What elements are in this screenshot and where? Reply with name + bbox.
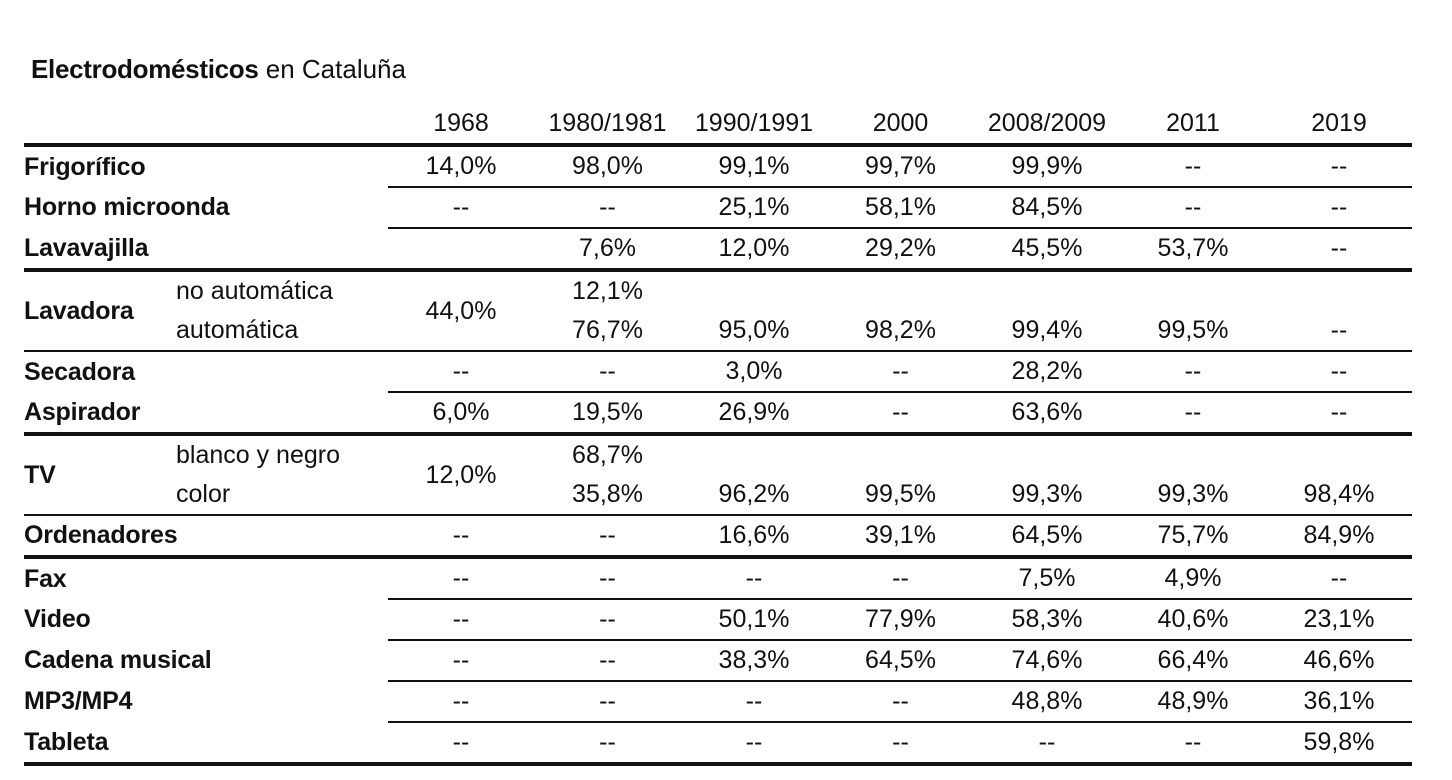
table-cell: 99,3% bbox=[974, 475, 1120, 515]
table-cell: 96,2% bbox=[681, 475, 827, 515]
table-cell: 98,2% bbox=[827, 311, 974, 351]
table-cell: -- bbox=[534, 557, 681, 599]
table-cell: 12,1% bbox=[572, 277, 643, 305]
row-label: Frigorífico bbox=[24, 152, 146, 181]
table-cell: 58,1% bbox=[827, 187, 974, 228]
table-cell: -- bbox=[827, 722, 974, 764]
table-cell: -- bbox=[534, 187, 681, 228]
table-cell: 12,0% bbox=[681, 228, 827, 270]
table-cell: 16,6% bbox=[681, 515, 827, 557]
table-cell: 59,8% bbox=[1266, 722, 1412, 764]
table-cell bbox=[681, 270, 827, 311]
table-cell bbox=[1120, 270, 1266, 311]
table-cell: 99,1% bbox=[681, 145, 827, 187]
table-cell: 4,9% bbox=[1120, 557, 1266, 599]
table-row bbox=[24, 270, 1412, 311]
table-cell: -- bbox=[388, 515, 534, 557]
table-cell: -- bbox=[827, 557, 974, 599]
table-cell: 64,5% bbox=[974, 515, 1120, 557]
table-cell: 66,4% bbox=[1120, 640, 1266, 681]
table-cell bbox=[1120, 434, 1266, 475]
table-row bbox=[24, 722, 1412, 764]
appliances-table bbox=[24, 104, 1412, 766]
table-cell: -- bbox=[681, 681, 827, 722]
table-row bbox=[24, 228, 1412, 270]
table-cell: 44,0% bbox=[388, 270, 534, 351]
table-cell: 99,5% bbox=[827, 475, 974, 515]
table-cell: 76,7% bbox=[534, 311, 681, 351]
table-cell: 48,8% bbox=[974, 681, 1120, 722]
table-cell: 77,9% bbox=[827, 599, 974, 640]
table-cell: -- bbox=[974, 722, 1120, 764]
table-cell: -- bbox=[1120, 187, 1266, 228]
row-label: Lavavajilla bbox=[24, 228, 388, 270]
row-label: Fax bbox=[24, 564, 67, 593]
table-cell: -- bbox=[681, 722, 827, 764]
table-cell: -- bbox=[388, 681, 534, 722]
table-cell: -- bbox=[388, 599, 534, 640]
table-cell: 84,9% bbox=[1266, 515, 1412, 557]
table-cell: 39,1% bbox=[827, 515, 974, 557]
header-year: 1968 bbox=[388, 104, 534, 145]
row-label: Secadora bbox=[24, 357, 135, 386]
table-cell: -- bbox=[827, 681, 974, 722]
table-cell: -- bbox=[827, 392, 974, 434]
row-label: TV bbox=[24, 434, 176, 515]
table-cell: 36,1% bbox=[1266, 681, 1412, 722]
table-cell: -- bbox=[681, 557, 827, 599]
table-cell bbox=[1266, 434, 1412, 475]
table-row bbox=[24, 599, 1412, 640]
row-sublabel: automática bbox=[176, 311, 388, 351]
table-cell: 63,6% bbox=[974, 392, 1120, 434]
header-blank bbox=[24, 104, 176, 145]
header-row bbox=[24, 104, 1412, 145]
table-cell: -- bbox=[1120, 145, 1266, 187]
table-cell bbox=[827, 270, 974, 311]
table-cell: 19,5% bbox=[534, 392, 681, 434]
header-year: 2000 bbox=[827, 104, 974, 145]
table-cell: -- bbox=[1120, 392, 1266, 434]
table-cell bbox=[974, 270, 1120, 311]
table-cell: -- bbox=[1266, 228, 1412, 270]
table-cell: 98,4% bbox=[1266, 475, 1412, 515]
table-cell: -- bbox=[534, 351, 681, 392]
table-row bbox=[24, 434, 1412, 475]
table-cell: 46,6% bbox=[1266, 640, 1412, 681]
table-cell: -- bbox=[534, 722, 681, 764]
table-cell: -- bbox=[388, 722, 534, 764]
header-year: 2019 bbox=[1266, 104, 1412, 145]
table-cell: 7,6% bbox=[534, 228, 681, 270]
table-cell: 75,7% bbox=[1120, 515, 1266, 557]
row-sublabel: no automática bbox=[176, 277, 334, 305]
table-cell: 98,0% bbox=[534, 145, 681, 187]
table-cell: 50,1% bbox=[681, 599, 827, 640]
row-sublabel: color bbox=[176, 475, 388, 515]
row-label: Lavadora bbox=[24, 270, 176, 351]
table-cell bbox=[681, 434, 827, 475]
table-cell bbox=[827, 434, 974, 475]
table-cell: 58,3% bbox=[974, 599, 1120, 640]
table-cell: -- bbox=[827, 351, 974, 392]
table-cell: -- bbox=[1266, 187, 1412, 228]
table-cell: 84,5% bbox=[974, 187, 1120, 228]
table-cell: 40,6% bbox=[1120, 599, 1266, 640]
table-cell: -- bbox=[1266, 351, 1412, 392]
table-row bbox=[24, 311, 1412, 351]
table-cell: 99,3% bbox=[1120, 475, 1266, 515]
table-cell: 74,6% bbox=[974, 640, 1120, 681]
table-cell: 35,8% bbox=[534, 475, 681, 515]
table-cell: -- bbox=[1266, 392, 1412, 434]
table-cell: -- bbox=[1266, 145, 1412, 187]
table-cell: 45,5% bbox=[974, 228, 1120, 270]
title-rest: en Cataluña bbox=[258, 54, 406, 84]
table-cell: 23,1% bbox=[1266, 599, 1412, 640]
row-label: Horno microonda bbox=[24, 193, 230, 221]
table-cell: 25,1% bbox=[681, 187, 827, 228]
table-cell: -- bbox=[388, 640, 534, 681]
row-label: Tableta bbox=[24, 722, 388, 764]
header-year: 1990/1991 bbox=[681, 104, 827, 145]
table-cell: -- bbox=[388, 557, 534, 599]
table-cell: -- bbox=[1266, 311, 1412, 351]
table-cell: 48,9% bbox=[1120, 681, 1266, 722]
row-label: MP3/MP4 bbox=[24, 687, 133, 715]
table-row bbox=[24, 515, 1412, 557]
row-sublabel: blanco y negro bbox=[176, 441, 341, 469]
header-year: 2008/2009 bbox=[974, 104, 1120, 145]
table-cell: -- bbox=[1266, 557, 1412, 599]
table-cell: -- bbox=[388, 351, 534, 392]
row-label: Cadena musical bbox=[24, 646, 212, 674]
row-label: Ordenadores bbox=[24, 515, 388, 557]
row-label: Video bbox=[24, 605, 91, 633]
table-row bbox=[24, 681, 1412, 722]
table-cell: -- bbox=[388, 187, 534, 228]
table-cell: 53,7% bbox=[1120, 228, 1266, 270]
table-cell: 14,0% bbox=[388, 145, 534, 187]
table-cell: -- bbox=[534, 515, 681, 557]
table-cell: 12,0% bbox=[388, 434, 534, 515]
table-cell: -- bbox=[1120, 722, 1266, 764]
table-row bbox=[24, 640, 1412, 681]
table-row bbox=[24, 145, 1412, 187]
header-blank bbox=[176, 104, 388, 145]
table-cell: 7,5% bbox=[974, 557, 1120, 599]
table-cell bbox=[1266, 270, 1412, 311]
table-cell: 64,5% bbox=[827, 640, 974, 681]
row-label: Aspirador bbox=[24, 392, 388, 434]
table-cell: 28,2% bbox=[974, 351, 1120, 392]
table-cell: 6,0% bbox=[388, 392, 534, 434]
table-row bbox=[24, 351, 1412, 392]
table-cell: -- bbox=[534, 599, 681, 640]
title-bold: Electrodomésticos bbox=[31, 54, 259, 84]
table-cell: 26,9% bbox=[681, 392, 827, 434]
table-row bbox=[24, 392, 1412, 434]
table-cell: 3,0% bbox=[681, 351, 827, 392]
table-cell: 99,7% bbox=[827, 145, 974, 187]
header-year: 1980/1981 bbox=[534, 104, 681, 145]
table-cell: 99,4% bbox=[974, 311, 1120, 351]
table-cell: 38,3% bbox=[681, 640, 827, 681]
table-cell: 99,9% bbox=[974, 145, 1120, 187]
table-row bbox=[24, 475, 1412, 515]
table-cell: 95,0% bbox=[681, 311, 827, 351]
table-cell: 29,2% bbox=[827, 228, 974, 270]
table-cell: 68,7% bbox=[572, 441, 643, 469]
table-cell: -- bbox=[534, 681, 681, 722]
table-row bbox=[24, 187, 1412, 228]
table-cell: 99,5% bbox=[1120, 311, 1266, 351]
table-title bbox=[31, 53, 406, 85]
table-cell bbox=[388, 228, 534, 270]
table-row bbox=[24, 557, 1412, 599]
table-cell bbox=[974, 434, 1120, 475]
table-cell: -- bbox=[1120, 351, 1266, 392]
table-cell: -- bbox=[534, 640, 681, 681]
header-year: 2011 bbox=[1120, 104, 1266, 145]
